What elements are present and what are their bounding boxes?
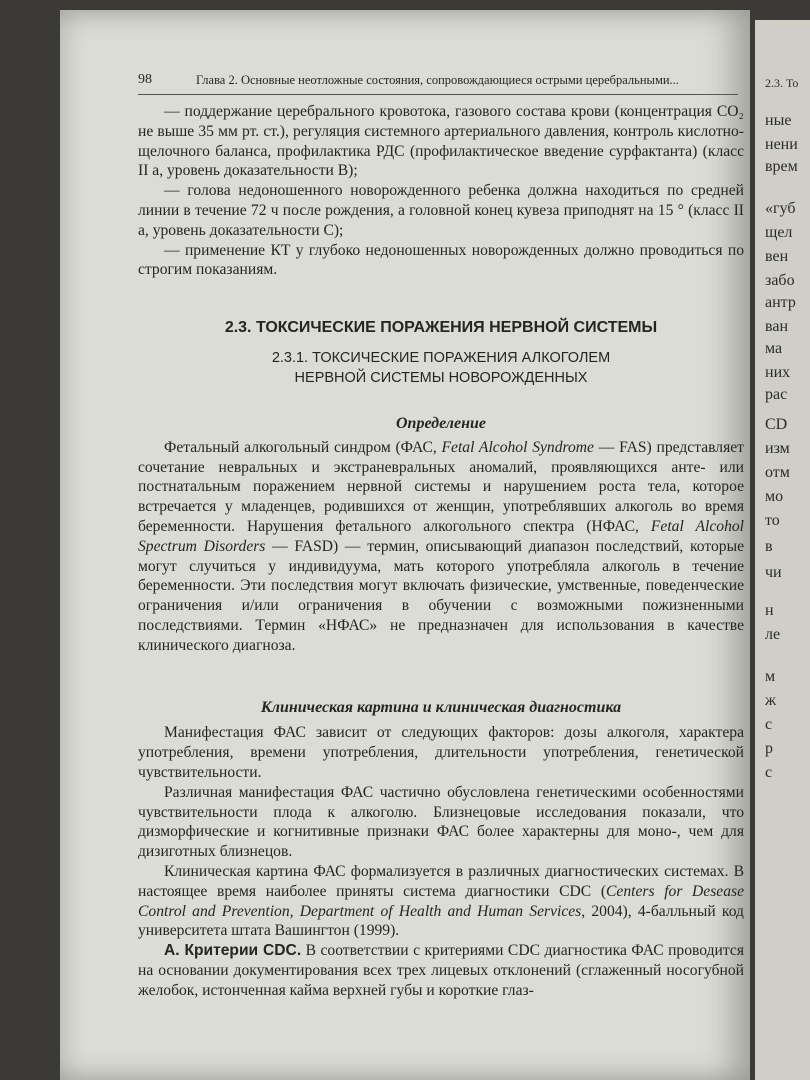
adjacent-page-fragment: мо — [765, 488, 784, 505]
adjacent-page-fragment: ван — [765, 318, 789, 335]
adjacent-page-fragment: чи — [765, 564, 782, 581]
adjacent-page-fragment: ж — [765, 692, 777, 709]
list-item: — голова недоношенного новорожденного ребенка должна находиться по средней линии в течение 72 ч после рождения, а головной конец кувеза приподнят на 15 ° (класс II а, уровень доказательности С); — [138, 182, 744, 239]
text-run-italic: Fetal Alcohol Spectrum Disorders — [138, 517, 744, 555]
adjacent-page — [755, 20, 810, 1080]
adjacent-page-fragment: то — [765, 512, 780, 529]
adjacent-page-fragment: них — [765, 364, 791, 381]
adjacent-page-fragment: врем — [765, 158, 798, 175]
paragraph — [138, 941, 744, 1000]
text-run: Фетальный алкогольный синдром (ФАС, — [164, 438, 442, 456]
text-run: В соответствии с критериями CDC диагностика ФАС проводится на основании документирования всех трех лицевых отклонений (сглаженный носогубной желобок, истонченная кайма верхней губы и короткие глаз- — [138, 942, 744, 999]
paragraph: Различная манифестация ФАС частично обусловлена генетическими особенностями чувствительности плода к алкоголю. Близнецовые исследования показали, что дизморфические и когнитивные признаки ФАС более характерны для моно-, чем для дизиготных близнецов. — [138, 783, 744, 861]
adjacent-page-fragment: н — [765, 602, 774, 619]
criteria-label: А. Критерии CDC. — [164, 942, 302, 960]
adjacent-page-fragment: р — [765, 740, 773, 757]
text-run: , 2004), 4-балльный код университета штата Вашингтон (1999). — [138, 902, 744, 940]
adjacent-page-fragment: CD — [765, 416, 788, 433]
paragraph — [138, 862, 744, 941]
subsection-title — [138, 348, 744, 388]
paragraph: Манифестация ФАС зависит от следующих факторов: дозы алкоголя, характера употребления, времени употребления, длительности употребления, генетической чувствительности. — [138, 724, 744, 781]
adjacent-page-fragment: «губ — [765, 200, 796, 217]
list-item: — применение КТ у глубоко недоношенных новорожденных должно проводиться по строгим показаниям. — [138, 241, 744, 279]
running-title: Глава 2. Основные неотложные состояния, сопровождающиеся острыми церебральными... — [196, 73, 679, 87]
adjacent-page-fragment: забо — [765, 272, 795, 289]
clinical-heading: Клиническая картина и клиническая диагностика — [260, 698, 622, 716]
adjacent-page-fragment: м — [765, 668, 776, 685]
adjacent-page-fragment: рас — [765, 386, 788, 403]
adjacent-page-fragment: в — [765, 538, 773, 555]
adjacent-page-fragment: с — [765, 716, 773, 733]
text-run: Клиническая картина ФАС формализуется в различных диагностических системах. В настоящее время наиболее приняты система диагностики CDC ( — [138, 862, 744, 900]
adjacent-page-fragment: с — [765, 764, 773, 781]
text-run-italic: Fetal Alcohol Syndrome — [441, 438, 594, 456]
adjacent-page-fragment: нени — [765, 136, 798, 153]
page-body — [138, 102, 744, 1000]
book-page — [60, 10, 750, 1080]
adjacent-page-fragment: изм — [765, 440, 790, 457]
adjacent-page-fragment: антр — [765, 294, 796, 311]
text-run: — FAS) представляет сочетание невральных и экстраневральных аномалий, проявляющихся анте- или постнатальным поражением нервной системы и нарушением роста тела, которое встречается у младенцев, родившихся от женщин, употреблявших алкоголь во время беременности. Нарушения фетального алкогольного спектра (НФАС, — [138, 438, 745, 535]
subsection-title-line: 2.3.1. ТОКСИЧЕСКИЕ ПОРАЖЕНИЯ АЛКОГОЛЕМ — [271, 349, 611, 366]
section-title: 2.3. ТОКСИЧЕСКИЕ ПОРАЖЕНИЯ НЕРВНОЙ СИСТЕМЫ — [224, 319, 658, 337]
adjacent-page-fragment: ные — [765, 112, 792, 129]
list-item: — поддержание церебрального кровотока, газового состава крови (концентрация CO₂ не выше 35 мм рт. ст.), регуляция системного артериального давления, контроль кислотно-щелочного баланса, профилактика РДС (профилактическое введение сурфактанта) (класс II а, уровень доказательности В); — [138, 103, 744, 180]
definition-heading: Определение — [396, 414, 486, 432]
subsection-title-line: НЕРВНОЙ СИСТЕМЫ НОВОРОЖДЕННЫХ — [294, 369, 588, 386]
running-header — [138, 72, 738, 95]
definition-paragraph — [138, 438, 744, 656]
adjacent-page-header: 2.3. То — [765, 76, 799, 90]
adjacent-page-fragment: ма — [765, 340, 783, 357]
text-run-italic: Centers for Desease Control and Prevention, Department of Health and Human Services — [138, 882, 744, 920]
adjacent-page-fragment: вен — [765, 248, 789, 265]
adjacent-page-fragment: отм — [765, 464, 790, 481]
adjacent-page-fragment: щел — [765, 224, 793, 241]
page-number: 98 — [138, 72, 152, 87]
adjacent-page-fragment: ле — [765, 626, 781, 643]
text-run: — FASD) — термин, описывающий диапазон последствий, которые могут случиться у индивидуума, мать которого употребляла алкоголь в течение беременности. Эти последствия могут включать физические, умственные, поведенческие ограничения и/или ограничения в обучении с возможными пожизненными последствиями. Термин «НФАС» не предназначен для использования в качестве клинического диагноза. — [138, 537, 744, 654]
